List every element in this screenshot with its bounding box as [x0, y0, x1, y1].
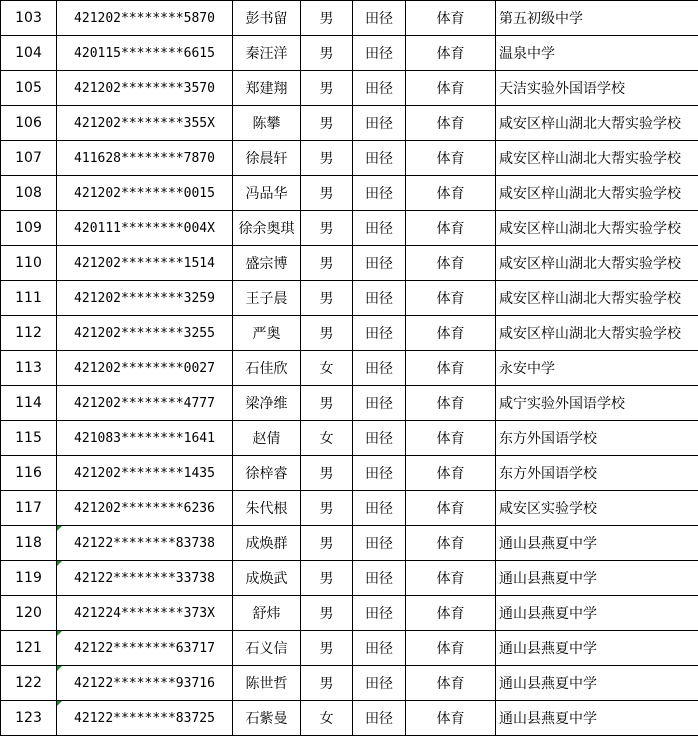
- gender-cell: 男: [301, 666, 353, 701]
- category-cell: 体育: [406, 386, 496, 421]
- table-body: [1, 1, 698, 736]
- gender-cell: 男: [301, 1, 353, 36]
- category-cell: 体育: [406, 421, 496, 456]
- table-row: [1, 351, 698, 386]
- gender-cell: 男: [301, 386, 353, 421]
- id-number-cell: 421202********3259: [57, 281, 233, 316]
- table-row: [1, 281, 698, 316]
- gender-cell: 男: [301, 211, 353, 246]
- table-row: [1, 106, 698, 141]
- table-row: [1, 526, 698, 561]
- category-cell: 体育: [406, 491, 496, 526]
- school-cell: 咸安区梓山湖北大帮实验学校: [496, 246, 698, 281]
- student-name-cell: 王子晨: [233, 281, 301, 316]
- row-number-cell: 108: [1, 176, 57, 211]
- category-cell: 体育: [406, 561, 496, 596]
- table-row: [1, 421, 698, 456]
- event-cell: 田径: [353, 71, 406, 106]
- category-cell: 体育: [406, 1, 496, 36]
- event-cell: 田径: [353, 281, 406, 316]
- student-name-cell: 梁净维: [233, 386, 301, 421]
- school-cell: 咸安区梓山湖北大帮实验学校: [496, 211, 698, 246]
- student-name-cell: 石佳欣: [233, 351, 301, 386]
- category-cell: 体育: [406, 141, 496, 176]
- id-number-cell: 421224********373X: [57, 596, 233, 631]
- student-name-cell: 郑建翔: [233, 71, 301, 106]
- event-cell: 田径: [353, 526, 406, 561]
- event-cell: 田径: [353, 1, 406, 36]
- table-row: [1, 666, 698, 701]
- category-cell: 体育: [406, 596, 496, 631]
- event-cell: 田径: [353, 36, 406, 71]
- event-cell: 田径: [353, 106, 406, 141]
- category-cell: 体育: [406, 316, 496, 351]
- row-number-cell: 111: [1, 281, 57, 316]
- gender-cell: 男: [301, 71, 353, 106]
- id-number-cell: 421202********0027: [57, 351, 233, 386]
- event-cell: 田径: [353, 596, 406, 631]
- category-cell: 体育: [406, 666, 496, 701]
- category-cell: 体育: [406, 246, 496, 281]
- row-number-cell: 112: [1, 316, 57, 351]
- event-cell: 田径: [353, 561, 406, 596]
- student-name-cell: 陈攀: [233, 106, 301, 141]
- table-row: [1, 36, 698, 71]
- student-name-cell: 成焕群: [233, 526, 301, 561]
- id-number-cell: 421083********1641: [57, 421, 233, 456]
- school-cell: 通山县燕夏中学: [496, 701, 698, 736]
- category-cell: 体育: [406, 106, 496, 141]
- table-row: [1, 1, 698, 36]
- school-cell: 天洁实验外国语学校: [496, 71, 698, 106]
- student-name-cell: 赵倩: [233, 421, 301, 456]
- row-number-cell: 106: [1, 106, 57, 141]
- school-cell: 通山县燕夏中学: [496, 526, 698, 561]
- event-cell: 田径: [353, 631, 406, 666]
- student-name-cell: 盛宗博: [233, 246, 301, 281]
- row-number-cell: 120: [1, 596, 57, 631]
- gender-cell: 男: [301, 456, 353, 491]
- event-cell: 田径: [353, 351, 406, 386]
- row-number-cell: 103: [1, 1, 57, 36]
- event-cell: 田径: [353, 316, 406, 351]
- gender-cell: 男: [301, 316, 353, 351]
- row-number-cell: 121: [1, 631, 57, 666]
- school-cell: 东方外国语学校: [496, 456, 698, 491]
- gender-cell: 男: [301, 246, 353, 281]
- event-cell: 田径: [353, 666, 406, 701]
- event-cell: 田径: [353, 456, 406, 491]
- row-number-cell: 117: [1, 491, 57, 526]
- gender-cell: 男: [301, 596, 353, 631]
- table-row: [1, 456, 698, 491]
- id-number-cell: 411628********7870: [57, 141, 233, 176]
- row-number-cell: 110: [1, 246, 57, 281]
- category-cell: 体育: [406, 211, 496, 246]
- row-number-cell: 123: [1, 701, 57, 736]
- school-cell: 咸安区梓山湖北大帮实验学校: [496, 176, 698, 211]
- id-number-cell: 421202********0015: [57, 176, 233, 211]
- category-cell: 体育: [406, 36, 496, 71]
- table-row: [1, 561, 698, 596]
- category-cell: 体育: [406, 71, 496, 106]
- table-row: [1, 316, 698, 351]
- event-cell: 田径: [353, 421, 406, 456]
- table-row: [1, 386, 698, 421]
- table-row: [1, 246, 698, 281]
- event-cell: 田径: [353, 386, 406, 421]
- row-number-cell: 118: [1, 526, 57, 561]
- table-row: [1, 176, 698, 211]
- row-number-cell: 104: [1, 36, 57, 71]
- table-row: [1, 491, 698, 526]
- table-row: [1, 211, 698, 246]
- row-number-cell: 122: [1, 666, 57, 701]
- id-number-cell: 421202********355X: [57, 106, 233, 141]
- table-row: [1, 701, 698, 736]
- id-number-cell: 421202********1435: [57, 456, 233, 491]
- student-name-cell: 徐梓睿: [233, 456, 301, 491]
- category-cell: 体育: [406, 631, 496, 666]
- id-number-cell: 42122********63717: [57, 631, 233, 666]
- id-number-cell: 42122********93716: [57, 666, 233, 701]
- row-number-cell: 109: [1, 211, 57, 246]
- id-number-cell: 420115********6615: [57, 36, 233, 71]
- event-cell: 田径: [353, 701, 406, 736]
- school-cell: 咸安区实验学校: [496, 491, 698, 526]
- gender-cell: 男: [301, 631, 353, 666]
- table-row: [1, 596, 698, 631]
- id-number-cell: 42122********83725: [57, 701, 233, 736]
- event-cell: 田径: [353, 176, 406, 211]
- row-number-cell: 116: [1, 456, 57, 491]
- id-number-cell: 421202********3570: [57, 71, 233, 106]
- gender-cell: 男: [301, 526, 353, 561]
- row-number-cell: 119: [1, 561, 57, 596]
- student-name-cell: 舒炜: [233, 596, 301, 631]
- id-number-cell: 421202********5870: [57, 1, 233, 36]
- student-name-cell: 徐余奥琪: [233, 211, 301, 246]
- student-name-cell: 朱代根: [233, 491, 301, 526]
- school-cell: 咸安区梓山湖北大帮实验学校: [496, 316, 698, 351]
- gender-cell: 男: [301, 561, 353, 596]
- school-cell: 永安中学: [496, 351, 698, 386]
- school-cell: 通山县燕夏中学: [496, 561, 698, 596]
- school-cell: 温泉中学: [496, 36, 698, 71]
- event-cell: 田径: [353, 211, 406, 246]
- row-number-cell: 105: [1, 71, 57, 106]
- id-number-cell: 421202********1514: [57, 246, 233, 281]
- row-number-cell: 113: [1, 351, 57, 386]
- school-cell: 咸安区梓山湖北大帮实验学校: [496, 106, 698, 141]
- row-number-cell: 115: [1, 421, 57, 456]
- gender-cell: 男: [301, 141, 353, 176]
- event-cell: 田径: [353, 141, 406, 176]
- row-number-cell: 114: [1, 386, 57, 421]
- gender-cell: 男: [301, 106, 353, 141]
- id-number-cell: 421202********6236: [57, 491, 233, 526]
- category-cell: 体育: [406, 281, 496, 316]
- table-row: [1, 141, 698, 176]
- event-cell: 田径: [353, 491, 406, 526]
- gender-cell: 女: [301, 421, 353, 456]
- gender-cell: 男: [301, 281, 353, 316]
- student-name-cell: 成焕武: [233, 561, 301, 596]
- school-cell: 咸宁实验外国语学校: [496, 386, 698, 421]
- id-number-cell: 421202********4777: [57, 386, 233, 421]
- student-name-cell: 石义信: [233, 631, 301, 666]
- school-cell: 通山县燕夏中学: [496, 596, 698, 631]
- school-cell: 咸安区梓山湖北大帮实验学校: [496, 281, 698, 316]
- id-number-cell: 42122********83738: [57, 526, 233, 561]
- id-number-cell: 420111********004X: [57, 211, 233, 246]
- category-cell: 体育: [406, 701, 496, 736]
- category-cell: 体育: [406, 176, 496, 211]
- id-number-cell: 42122********33738: [57, 561, 233, 596]
- student-name-cell: 陈世哲: [233, 666, 301, 701]
- school-cell: 通山县燕夏中学: [496, 666, 698, 701]
- table-row: [1, 71, 698, 106]
- row-number-cell: 107: [1, 141, 57, 176]
- student-name-cell: 彭书留: [233, 1, 301, 36]
- school-cell: 通山县燕夏中学: [496, 631, 698, 666]
- school-cell: 第五初级中学: [496, 1, 698, 36]
- gender-cell: 女: [301, 351, 353, 386]
- school-cell: 东方外国语学校: [496, 421, 698, 456]
- student-name-cell: 秦汪洋: [233, 36, 301, 71]
- school-cell: 咸安区梓山湖北大帮实验学校: [496, 141, 698, 176]
- gender-cell: 男: [301, 176, 353, 211]
- id-number-cell: 421202********3255: [57, 316, 233, 351]
- category-cell: 体育: [406, 526, 496, 561]
- category-cell: 体育: [406, 456, 496, 491]
- gender-cell: 男: [301, 491, 353, 526]
- event-cell: 田径: [353, 246, 406, 281]
- table-row: [1, 631, 698, 666]
- category-cell: 体育: [406, 351, 496, 386]
- gender-cell: 男: [301, 36, 353, 71]
- student-name-cell: 冯品华: [233, 176, 301, 211]
- student-name-cell: 严奥: [233, 316, 301, 351]
- student-name-cell: 石紫曼: [233, 701, 301, 736]
- gender-cell: 女: [301, 701, 353, 736]
- student-name-cell: 徐晨轩: [233, 141, 301, 176]
